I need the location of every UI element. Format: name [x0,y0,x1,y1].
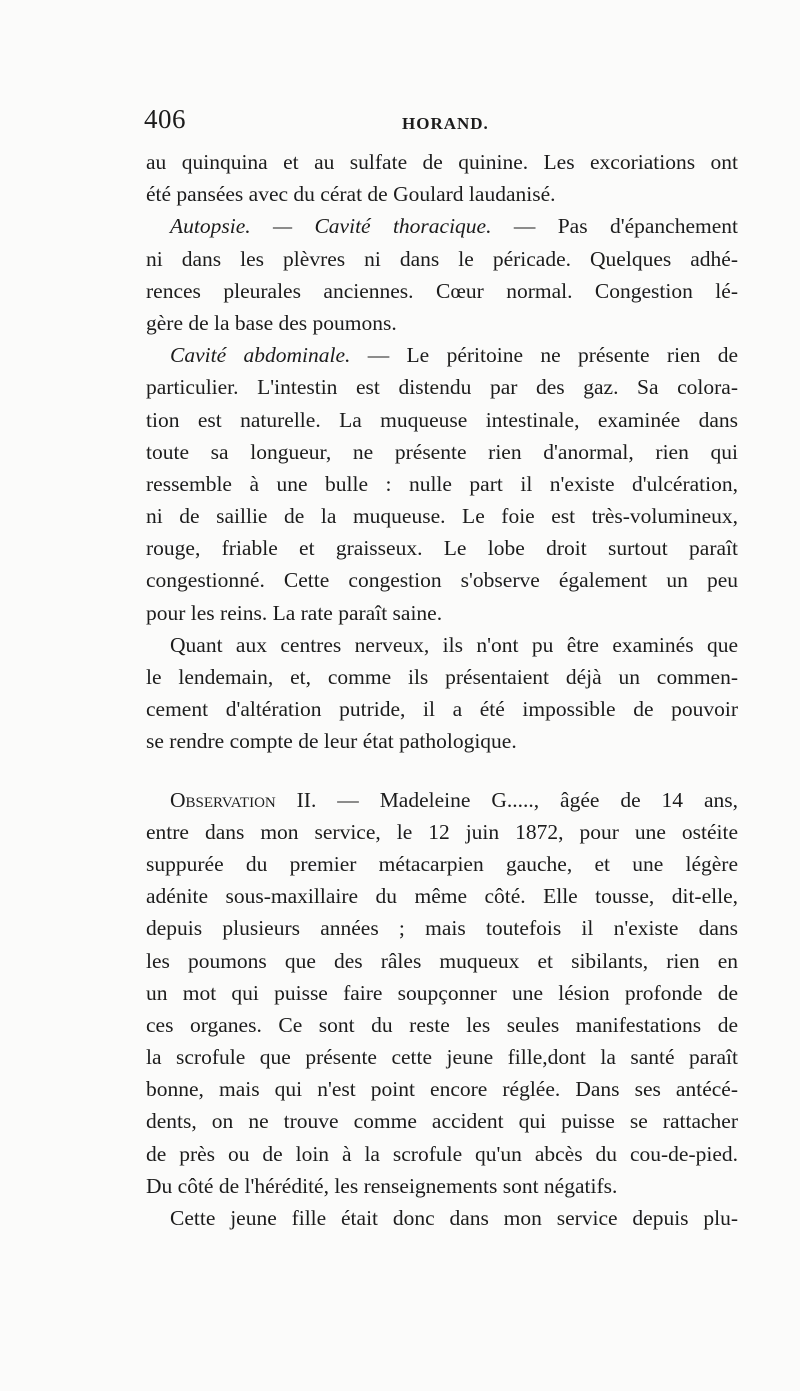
page-number: 406 [144,104,186,134]
text-line: cement d'altération putride, il a été impossible de pouvoir [146,697,738,722]
running-head: HORAND. [402,114,489,133]
text-line: pour les reins. La rate paraît saine. [146,600,443,625]
text-line: suppurée du premier métacarpien gauche, et une légère [146,851,738,876]
body-text [146,146,738,1234]
text-line: particulier. L'intestin est distendu par des gaz. Sa colora- [146,375,738,400]
text-line: entre dans mon service, le 12 juin 1872, pour une ostéite [146,819,738,844]
text-line: gère de la base des poumons. [146,310,397,335]
text-line: au quinquina et au sulfate de quinine. Les excoriations ont [146,150,738,174]
text-line: depuis plusieurs années ; mais toutefois il n'existe dans [146,916,738,941]
text-line: tion est naturelle. La muqueuse intestinale, examinée dans [146,407,738,432]
text-line: toute sa longueur, ne présente rien d'anormal, rien qui [146,439,738,464]
text-line: ni dans les plèvres ni dans le péricade. Quelques adhé- [146,246,738,271]
text-line: été pansées avec du cérat de Goulard laudanisé. [146,182,556,207]
section-heading-cavite-abdominale: Cavité abdominale. [170,343,351,368]
text-run: — Le péritoine ne présente rien de [350,343,738,368]
text-line: la scrofule que présente cette jeune fille,dont la santé paraît [146,1045,738,1070]
text-line [146,784,738,816]
text-line: se rendre compte de leur état pathologique. [146,729,517,754]
section-heading-autopsie: Autopsie. — Cavité thoracique. [170,214,492,239]
text-line: ni de saillie de la muqueuse. Le foie est très-volumineux, [146,504,738,529]
text-line: Quant aux centres nerveux, ils n'ont pu être examinés que [170,632,738,657]
text-line: rences pleurales anciennes. Cœur normal. Congestion lé- [146,278,738,303]
text-line: congestionné. Cette congestion s'observe également un peu [146,568,738,593]
text-line: Du côté de l'hérédité, les renseignements sont négatifs. [146,1173,618,1198]
text-line: de près ou de loin à la scrofule qu'un abcès du cou-de-pied. [146,1141,738,1166]
text-line: ressemble à une bulle : nulle part il n'existe d'ulcération, [146,471,738,496]
text-line [146,210,738,242]
text-line [146,339,738,371]
observation-heading: Observation II. [170,787,317,812]
text-line: adénite sous-maxillaire du même côté. Elle tousse, dit-elle, [146,884,738,909]
text-line: un mot qui puisse faire soupçonner une lésion profonde de [146,980,738,1005]
text-line: dents, on ne trouve comme accident qui puisse se rattacher [146,1109,738,1134]
page-header [144,104,738,134]
text-line: ces organes. Ce sont du reste les seules manifestations de [146,1012,738,1037]
text-run: — Pas d'épanchement [491,214,738,239]
text-line: rouge, friable et graisseux. Le lobe droit surtout paraît [146,536,738,561]
text-run: — Madeleine G....., âgée de 14 ans, [316,787,739,812]
text-line: bonne, mais qui n'est point encore réglée. Dans ses antécé- [146,1077,738,1102]
text-line: le lendemain, et, comme ils présentaient déjà un commen- [146,665,738,689]
text-line: les poumons que des râles muqueux et sibilants, rien en [146,948,738,973]
text-line: Cette jeune fille était donc dans mon service depuis plu- [170,1206,738,1230]
section-break [146,758,738,784]
